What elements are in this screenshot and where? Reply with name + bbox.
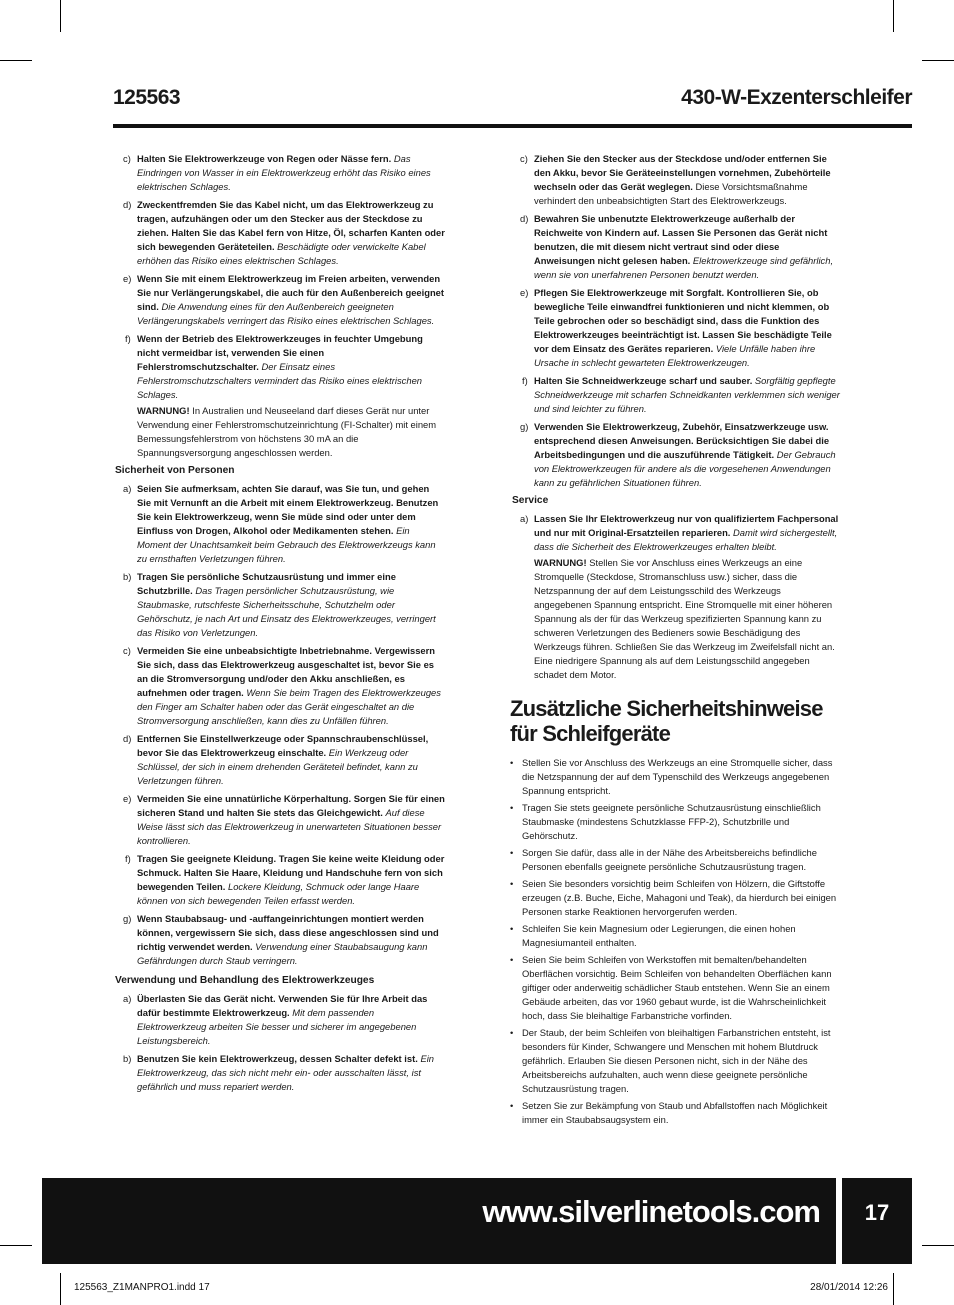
crop-mark	[0, 60, 32, 61]
tool-use-list	[113, 992, 445, 1094]
item-explanation: Der Gebrauch von Elektrowerkzeugen für andere als die vorgesehenen Anwendungen kann zu gefährlichen Situationen führen.	[534, 449, 836, 488]
warning-note: WARNUNG! Stellen Sie vor Anschluss eines Werkzeugs an eine Stromquelle (Steckdose, Stromanschluss usw.) sicher, dass die Netzspannung der auf dem Leistungsschild des Werkzeugs angegebenen Spannung entspricht. Eine Stromquelle mit einer höheren Spannung als der für das Werkzeug spezifizierten Spannung kann zu schweren Verletzungen des Bedieners sowie Beschädigung des Werkzeugs führen. Schließen Sie das Werkzeug im Zweifelsfall nicht an. Eine niedrigere Spannung als auf dem Leistungsschild angegeben schadet dem Motor.	[534, 557, 835, 680]
additional-safety-heading: Zusätzliche Sicherheitshinweise für Schleifgeräte	[510, 696, 823, 746]
item-instruction: Verwenden Sie Elektrowerkzeug, Zubehör, Einsatzwerkzeuge usw. entsprechend diesen Anweisungen. Berücksichtigen Sie dabei die Arbeitsbedingungen und die auszuführende Tätigkeit.	[534, 421, 830, 460]
crop-mark	[60, 0, 61, 32]
section-heading-service: Service	[512, 495, 549, 506]
item-instruction: Tragen Sie geeignete Kleidung. Tragen Sie keine weite Kleidung oder Schmuck. Halten Sie Haare, Kleidung und Handschuhe fern von sich bewegenden Teilen.	[137, 853, 445, 892]
product-code: 125563	[113, 86, 181, 109]
list-item	[510, 512, 840, 554]
left-column	[113, 152, 445, 1098]
bullet-item	[510, 877, 840, 919]
personal-safety-list	[113, 482, 445, 968]
bullet-dot: •	[510, 923, 514, 934]
item-label: d)	[123, 733, 132, 744]
list-item	[113, 198, 445, 268]
bullet-dot: •	[510, 878, 514, 889]
crop-mark	[893, 0, 894, 32]
item-explanation: Das Tragen persönlicher Schutzausrüstung, wie Staubmaske, rutschfeste Sicherheitsschuhe, Schutzhelm oder Gehörschutz, je nach Art und Einsatz des Elektrowerkzeuges, verringert das Risiko von Verletzungen.	[137, 585, 436, 638]
bullet-dot: •	[510, 1027, 514, 1038]
crop-mark	[0, 1245, 32, 1246]
item-explanation: Auf diese Weise lässt sich das Elektrowerkzeug in unerwarteten Situationen besser kontrollieren.	[137, 807, 442, 846]
item-label: d)	[123, 199, 132, 210]
bullet-text: Sorgen Sie dafür, dass alle in der Nähe des Arbeitsbereichs befindliche Personen ebenfalls geeignete persönliche Schutzausrüstung tragen.	[522, 847, 817, 872]
list-item	[113, 482, 445, 566]
crop-mark	[60, 1273, 61, 1305]
bullet-item	[510, 846, 840, 874]
item-label: b)	[123, 1053, 132, 1064]
item-explanation: Mit dem passenden Elektrowerkzeug arbeiten Sie besser und sicherer im angegebenen Leistungsbereich.	[137, 1007, 417, 1046]
item-instruction: Benutzen Sie kein Elektrowerkzeug, dessen Schalter defekt ist.	[137, 1053, 418, 1064]
page-number: 17	[864, 1200, 890, 1225]
crop-mark	[922, 60, 954, 61]
item-instruction: Halten Sie Elektrowerkzeuge von Regen oder Nässe fern.	[137, 153, 392, 164]
item-label: e)	[123, 793, 132, 804]
list-item	[113, 644, 445, 728]
item-explanation: Die Anwendung eines für den Außenbereich geeigneten Verlängerungskabels verringert das Risiko eines elektrischen Schlages.	[137, 301, 435, 326]
item-label: b)	[123, 571, 132, 582]
product-title: 430-W-Exzenterschleifer	[681, 86, 912, 109]
item-instruction: Vermeiden Sie eine unbeabsichtigte Inbetriebnahme. Vergewissern Sie sich, dass das Elektrowerkzeug ausgeschaltet ist, bevor Sie es an die Stromversorgung und/oder den Akku anschließen, es aufnehmen oder tragen.	[137, 645, 436, 698]
item-instruction: Zweckentfremden Sie das Kabel nicht, um das Elektrowerkzeug zu tragen, aufzuhängen oder um den Stecker aus der Steckdose zu ziehen. Halten Sie das Kabel fern von Hitze, Öl, scharfen Kanten oder sich bewegenden Geräteteilen.	[137, 199, 445, 252]
item-explanation: Ein Moment der Unachtsamkeit beim Gebrauch des Elektrowerkzeugs kann zu ernsthaften Verletzungen führen.	[137, 525, 436, 564]
bullet-item	[510, 1099, 840, 1127]
list-item	[113, 152, 445, 194]
item-label: a)	[123, 483, 132, 494]
item-label: f)	[125, 333, 131, 344]
item-instruction: Seien Sie aufmerksam, achten Sie darauf, was Sie tun, und gehen Sie mit Vernunft an die Arbeit mit einem Elektrowerkzeug. Benutzen Sie kein Elektrowerkzeug, wenn Sie müde sind oder unter dem Einfluss von Drogen, Alkohol oder Medikamenten stehen.	[137, 483, 439, 536]
item-label: f)	[522, 375, 528, 386]
sanding-safety-bullets	[510, 756, 840, 1127]
item-explanation: Das Eindringen von Wasser in ein Elektrowerkzeug erhöht das Risiko eines elektrischen Schlages.	[137, 153, 431, 192]
list-item	[113, 732, 445, 788]
list-item	[113, 570, 445, 640]
item-label: f)	[125, 853, 131, 864]
list-item	[113, 992, 445, 1048]
item-instruction: Lassen Sie Ihr Elektrowerkzeug nur von qualifiziertem Fachpersonal und nur mit Original-Ersatzteilen reparieren.	[534, 513, 839, 538]
footer-bar	[42, 1178, 836, 1264]
item-explanation: Diese Vorsichtsmaßnahme verhindert den unbeabsichtigten Start des Elektrowerkzeugs.	[534, 181, 808, 206]
bullet-text: Seien Sie beim Schleifen von Werkstoffen mit bemalten/behandelten Oberflächen vorsichtig. Beim Schleifen von behandelten Oberflächen kann giftiger oder anderweitig schädlicher Staub entstehen. Wenn Sie an einem Gebäude arbeiten, das vor 1960 gebaut wurde, ist die Wahrscheinlichkeit hoch, dass Sie bleihaltige Farbanstriche vorfinden.	[522, 954, 832, 1021]
item-explanation: Lockere Kleidung, Schmuck oder lange Haare können von sich bewegenden Teilen erfasst werden.	[137, 881, 420, 906]
bullet-text: Schleifen Sie kein Magnesium oder Legierungen, die einen hohen Magnesiumanteil enthalten.	[522, 923, 796, 948]
file-slug: 125563_Z1MANPRO1.indd 17	[74, 1282, 210, 1293]
item-label: d)	[520, 213, 529, 224]
item-explanation: Elektrowerkzeuge sind gefährlich, wenn sie von unerfahrenen Personen benutzt werden.	[534, 255, 834, 280]
item-explanation: Ein Elektrowerkzeug, das sich nicht mehr ein- oder ausschalten lässt, ist gefährlich und muss repariert werden.	[137, 1053, 434, 1092]
item-instruction: Vermeiden Sie eine unnatürliche Körperhaltung. Sorgen Sie für einen sicheren Stand und halten Sie stets das Gleichgewicht.	[137, 793, 445, 818]
bullet-text: Tragen Sie stets geeignete persönliche Schutzausrüstung einschließlich Staubmaske (mindestens Schutzklasse FFP-2), Schutzbrille und Gehörschutz.	[522, 802, 821, 841]
section-heading-persons: Sicherheit von Personen	[115, 465, 235, 476]
section-heading-use: Verwendung und Behandlung des Elektrowerkzeuges	[115, 975, 375, 986]
item-label: a)	[123, 993, 132, 1004]
item-label: c)	[520, 153, 528, 164]
page-number-box	[842, 1178, 912, 1264]
item-instruction: Wenn der Betrieb des Elektrowerkzeuges in feuchter Umgebung nicht vermeidbar ist, verwenden Sie einen Fehlerstromschutzschalter.	[137, 333, 423, 372]
bullet-text: Setzen Sie zur Bekämpfung von Staub und Abfallstoffen nach Möglichkeit immer ein Staubabsaugsystem ein.	[522, 1100, 828, 1125]
list-item	[113, 792, 445, 848]
bullet-item	[510, 756, 840, 798]
item-explanation: Sorgfältig gepflegte Schneidwerkzeuge mit scharfen Schneidkanten verklemmen sich weniger und sind leichter zu führen.	[534, 375, 840, 414]
item-explanation: Damit wird sichergestellt, dass die Sicherheit des Elektrowerkzeuges erhalten bleibt.	[534, 527, 838, 552]
service-list	[510, 512, 840, 554]
item-explanation: Viele Unfälle haben ihre Ursache in schlecht gewarteten Elektrowerkzeugen.	[534, 343, 816, 368]
item-instruction: Entfernen Sie Einstellwerkzeuge oder Spannschraubenschlüssel, bevor Sie das Elektrowerkzeug einschalte.	[137, 733, 429, 758]
website-link[interactable]: www.silverlinetools.com	[482, 1194, 820, 1229]
item-label: c)	[123, 153, 131, 164]
list-item	[113, 1052, 445, 1094]
list-item	[510, 152, 840, 208]
crop-mark	[922, 1245, 954, 1246]
item-instruction: Ziehen Sie den Stecker aus der Steckdose und/oder entfernen Sie den Akku, bevor Sie Geräteeinstellungen vornehmen, Zubehörteile wechseln oder das Gerät weglegen.	[534, 153, 831, 192]
item-explanation: Der Einsatz eines Fehlerstromschutzschalters vermindert das Risiko eines elektrischen Schlages.	[137, 361, 423, 400]
bullet-text: Stellen Sie vor Anschluss des Werkzeugs an eine Stromquelle sicher, dass die Netzspannung der auf dem Typenschild des Werkzeugs angegebenen Spannung entspricht.	[522, 757, 833, 796]
list-item	[510, 420, 840, 490]
list-item	[113, 272, 445, 328]
list-item	[113, 332, 445, 402]
crop-mark	[893, 1273, 894, 1305]
bullet-item	[510, 953, 840, 1023]
item-explanation: Verwendung einer Staubabsaugung kann Gefährdungen durch Staub verringern.	[137, 941, 428, 966]
item-instruction: Wenn Sie mit einem Elektrowerkzeug im Freien arbeiten, verwenden Sie nur Verlängerungskabel, die auch für den Außenbereich geeignet sind.	[137, 273, 445, 312]
item-instruction: Halten Sie Schneidwerkzeuge scharf und sauber.	[534, 375, 753, 386]
item-label: e)	[123, 273, 132, 284]
bullet-item	[510, 1026, 840, 1096]
tool-care-list	[510, 152, 840, 490]
bullet-dot: •	[510, 1100, 514, 1111]
item-label: g)	[123, 913, 132, 924]
bullet-item	[510, 801, 840, 843]
list-item	[510, 374, 840, 416]
item-explanation: Beschädigte oder verwickelte Kabel erhöhen das Risiko eines elektrischen Schlages.	[137, 241, 426, 266]
bullet-dot: •	[510, 954, 514, 965]
page-header	[113, 86, 912, 128]
item-instruction: Überlasten Sie das Gerät nicht. Verwenden Sie für Ihre Arbeit das dafür bestimmte Elektrowerkzeug.	[137, 993, 428, 1018]
item-label: e)	[520, 287, 529, 298]
electrical-safety-list	[113, 152, 445, 402]
date-slug: 28/01/2014 12:26	[810, 1282, 888, 1293]
bullet-item	[510, 922, 840, 950]
warning-note: WARNUNG! In Australien und Neuseeland darf dieses Gerät nur unter Verwendung einer Fehlerstromschutzeinrichtung (FI-Schalter) mit einem Bemessungsfehlerstrom von höchstens 30 mA an die Spannungsversorgung angeschlossen werden.	[137, 405, 437, 458]
bullet-dot: •	[510, 802, 514, 813]
item-explanation: Wenn Sie beim Tragen des Elektrowerkzeuges den Finger am Schalter haben oder das Gerät eingeschaltet an die Stromversorgung anschließen, kann dies zu Unfällen führen.	[137, 687, 441, 726]
bullet-text: Seien Sie besonders vorsichtig beim Schleifen von Hölzern, die Giftstoffe erzeugen (z.B. Buche, Eiche, Mahagoni und Teak), da hierdurch bei einigen Personen starke Reaktionen hervorgerufen werden.	[522, 878, 837, 917]
item-label: a)	[520, 513, 529, 524]
item-label: c)	[123, 645, 131, 656]
item-instruction: Bewahren Sie unbenutzte Elektrowerkzeuge außerhalb der Reichweite von Kindern auf. Lassen Sie Personen das Gerät nicht benutzen, die mit diesem nicht vertraut sind oder diese Anweisungen nicht gelesen haben.	[534, 213, 828, 266]
item-explanation: Ein Werkzeug oder Schlüssel, der sich in einem drehenden Geräteteil befindet, kann zu Verletzungen führen.	[137, 747, 418, 786]
item-instruction: Tragen Sie persönliche Schutzausrüstung und immer eine Schutzbrille.	[137, 571, 396, 596]
bullet-dot: •	[510, 757, 514, 768]
bullet-dot: •	[510, 847, 514, 858]
item-instruction: Pflegen Sie Elektrowerkzeuge mit Sorgfalt. Kontrollieren Sie, ob bewegliche Teile einwandfrei funktionieren und nicht klemmen, ob Teile gebrochen oder so beschädigt sind, dass die Funktion des Elektrowerkzeuges beeinträchtigt ist. Lassen Sie beschädigte Teile vor dem Einsatz des Gerätes reparieren.	[534, 287, 832, 354]
list-item	[510, 212, 840, 282]
list-item	[113, 852, 445, 908]
list-item	[510, 286, 840, 370]
bullet-text: Der Staub, der beim Schleifen von bleihaltigen Farbanstrichen entsteht, ist besonders für Kinder, Schwangere und Menschen mit hohem Blutdruck gefährlich. Erlauben Sie diesen Personen nicht, sich in der Nähe des Arbeitsbereichs aufzuhalten, auch wenn diese geeignete persönliche Schutzausrüstung tragen.	[522, 1027, 831, 1094]
item-label: g)	[520, 421, 529, 432]
right-column	[510, 152, 840, 1130]
list-item	[113, 912, 445, 968]
item-instruction: Wenn Staubabsaug- und -auffangeinrichtungen montiert werden können, vergewissern Sie sich, dass diese angeschlossen sind und richtig verwendet werden.	[137, 913, 439, 952]
